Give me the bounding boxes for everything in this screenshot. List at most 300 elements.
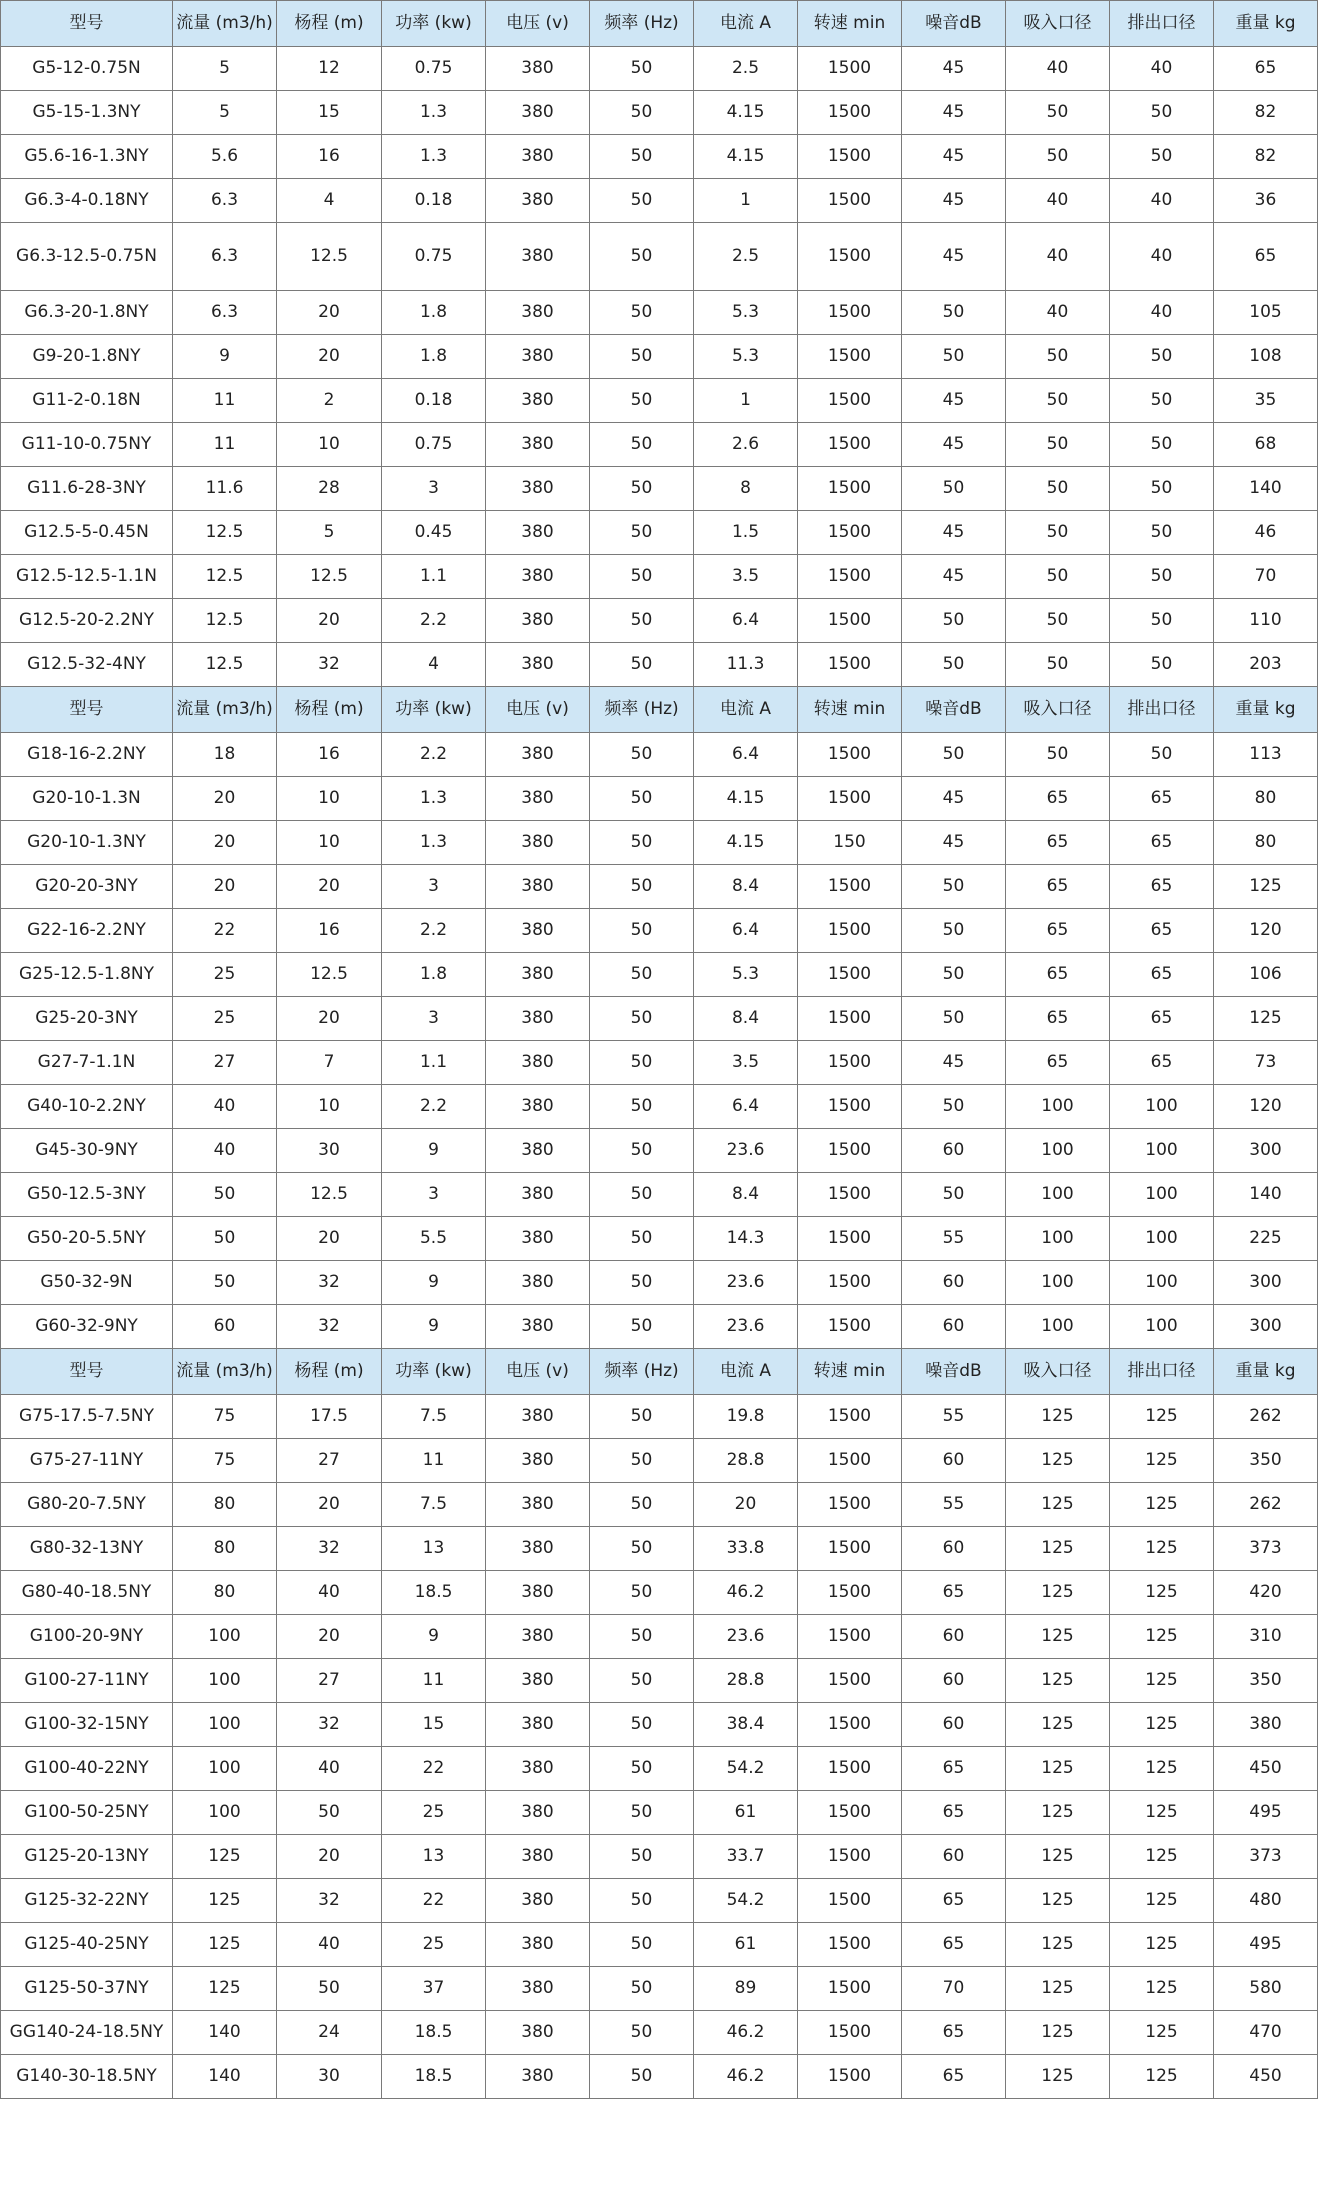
cell-flow: 60 (173, 1305, 277, 1349)
cell-weight: 203 (1214, 643, 1318, 687)
table-row (1, 1835, 1318, 1879)
cell-power: 13 (382, 1835, 486, 1879)
cell-power: 22 (382, 1747, 486, 1791)
header-cell-power: 功率 (kw) (382, 1349, 486, 1395)
cell-weight: 70 (1214, 555, 1318, 599)
cell-noise: 60 (902, 1527, 1006, 1571)
cell-weight: 68 (1214, 423, 1318, 467)
cell-model: G20-20-3NY (1, 865, 173, 909)
cell-current: 23.6 (694, 1129, 798, 1173)
cell-current: 8.4 (694, 865, 798, 909)
cell-flow: 11 (173, 379, 277, 423)
cell-weight: 120 (1214, 1085, 1318, 1129)
cell-noise: 50 (902, 1085, 1006, 1129)
cell-frequency: 50 (590, 1659, 694, 1703)
cell-frequency: 50 (590, 1967, 694, 2011)
cell-power: 15 (382, 1703, 486, 1747)
cell-model: G18-16-2.2NY (1, 733, 173, 777)
cell-model: G50-20-5.5NY (1, 1217, 173, 1261)
cell-power: 5.5 (382, 1217, 486, 1261)
cell-outlet-diameter: 50 (1110, 335, 1214, 379)
header-cell-voltage: 电压 (v) (486, 1349, 590, 1395)
cell-frequency: 50 (590, 1615, 694, 1659)
cell-head: 10 (277, 777, 382, 821)
cell-head: 32 (277, 643, 382, 687)
table-row (1, 865, 1318, 909)
cell-flow: 80 (173, 1527, 277, 1571)
header-cell-weight: 重量 kg (1214, 1, 1318, 47)
cell-model: G125-32-22NY (1, 1879, 173, 1923)
cell-head: 32 (277, 1305, 382, 1349)
cell-voltage: 380 (486, 997, 590, 1041)
cell-head: 12.5 (277, 1173, 382, 1217)
cell-inlet-diameter: 40 (1006, 223, 1110, 291)
cell-outlet-diameter: 65 (1110, 865, 1214, 909)
table-row (1, 467, 1318, 511)
cell-outlet-diameter: 125 (1110, 1879, 1214, 1923)
table-row (1, 733, 1318, 777)
header-cell-inlet-diameter: 吸入口径 (1006, 1, 1110, 47)
cell-voltage: 380 (486, 511, 590, 555)
cell-voltage: 380 (486, 1305, 590, 1349)
cell-head: 28 (277, 467, 382, 511)
cell-flow: 6.3 (173, 179, 277, 223)
cell-model: G11.6-28-3NY (1, 467, 173, 511)
cell-voltage: 380 (486, 1703, 590, 1747)
cell-power: 9 (382, 1261, 486, 1305)
cell-noise: 45 (902, 379, 1006, 423)
cell-outlet-diameter: 100 (1110, 1217, 1214, 1261)
table-row (1, 643, 1318, 687)
table-row (1, 953, 1318, 997)
cell-noise: 50 (902, 467, 1006, 511)
cell-weight: 380 (1214, 1703, 1318, 1747)
cell-current: 46.2 (694, 2011, 798, 2055)
cell-frequency: 50 (590, 223, 694, 291)
cell-head: 20 (277, 291, 382, 335)
cell-frequency: 50 (590, 1395, 694, 1439)
cell-outlet-diameter: 65 (1110, 821, 1214, 865)
cell-power: 2.2 (382, 909, 486, 953)
cell-frequency: 50 (590, 1923, 694, 1967)
cell-weight: 35 (1214, 379, 1318, 423)
cell-power: 1.1 (382, 555, 486, 599)
cell-noise: 60 (902, 1439, 1006, 1483)
spec-table-body (1, 1, 1318, 2099)
cell-inlet-diameter: 50 (1006, 135, 1110, 179)
cell-speed: 1500 (798, 953, 902, 997)
cell-outlet-diameter: 65 (1110, 953, 1214, 997)
cell-outlet-diameter: 125 (1110, 1571, 1214, 1615)
cell-flow: 40 (173, 1129, 277, 1173)
cell-flow: 12.5 (173, 643, 277, 687)
cell-inlet-diameter: 50 (1006, 511, 1110, 555)
cell-current: 4.15 (694, 135, 798, 179)
cell-head: 50 (277, 1967, 382, 2011)
cell-inlet-diameter: 40 (1006, 47, 1110, 91)
cell-outlet-diameter: 125 (1110, 1615, 1214, 1659)
cell-inlet-diameter: 125 (1006, 1483, 1110, 1527)
cell-head: 7 (277, 1041, 382, 1085)
cell-voltage: 380 (486, 643, 590, 687)
cell-voltage: 380 (486, 821, 590, 865)
cell-speed: 1500 (798, 1527, 902, 1571)
cell-weight: 80 (1214, 777, 1318, 821)
cell-noise: 65 (902, 1879, 1006, 1923)
cell-model: G125-50-37NY (1, 1967, 173, 2011)
cell-noise: 50 (902, 291, 1006, 335)
table-row (1, 909, 1318, 953)
cell-voltage: 380 (486, 1879, 590, 1923)
cell-flow: 5.6 (173, 135, 277, 179)
cell-head: 20 (277, 1615, 382, 1659)
cell-speed: 1500 (798, 379, 902, 423)
cell-outlet-diameter: 125 (1110, 2011, 1214, 2055)
cell-frequency: 50 (590, 1439, 694, 1483)
cell-current: 23.6 (694, 1615, 798, 1659)
cell-speed: 1500 (798, 291, 902, 335)
cell-noise: 60 (902, 1305, 1006, 1349)
cell-frequency: 50 (590, 821, 694, 865)
cell-flow: 140 (173, 2055, 277, 2099)
cell-noise: 65 (902, 2011, 1006, 2055)
header-cell-noise: 噪音dB (902, 687, 1006, 733)
cell-noise: 45 (902, 135, 1006, 179)
cell-head: 30 (277, 1129, 382, 1173)
cell-noise: 65 (902, 1571, 1006, 1615)
table-row (1, 1615, 1318, 1659)
cell-voltage: 380 (486, 1483, 590, 1527)
cell-outlet-diameter: 100 (1110, 1305, 1214, 1349)
cell-power: 0.18 (382, 179, 486, 223)
cell-current: 38.4 (694, 1703, 798, 1747)
cell-current: 3.5 (694, 555, 798, 599)
cell-speed: 1500 (798, 1923, 902, 1967)
cell-current: 33.7 (694, 1835, 798, 1879)
cell-inlet-diameter: 125 (1006, 1615, 1110, 1659)
cell-current: 2.6 (694, 423, 798, 467)
cell-voltage: 380 (486, 47, 590, 91)
table-row (1, 291, 1318, 335)
cell-head: 20 (277, 997, 382, 1041)
cell-power: 1.8 (382, 335, 486, 379)
cell-weight: 480 (1214, 1879, 1318, 1923)
cell-speed: 1500 (798, 91, 902, 135)
cell-model: G12.5-12.5-1.1N (1, 555, 173, 599)
cell-current: 6.4 (694, 1085, 798, 1129)
cell-speed: 1500 (798, 1747, 902, 1791)
cell-noise: 50 (902, 599, 1006, 643)
cell-current: 28.8 (694, 1439, 798, 1483)
cell-noise: 60 (902, 1659, 1006, 1703)
cell-inlet-diameter: 125 (1006, 1571, 1110, 1615)
cell-inlet-diameter: 125 (1006, 1439, 1110, 1483)
cell-voltage: 380 (486, 555, 590, 599)
cell-speed: 1500 (798, 1879, 902, 1923)
header-cell-outlet-diameter: 排出口径 (1110, 1349, 1214, 1395)
table-row (1, 47, 1318, 91)
table-row (1, 599, 1318, 643)
cell-voltage: 380 (486, 1835, 590, 1879)
cell-head: 20 (277, 1217, 382, 1261)
cell-head: 4 (277, 179, 382, 223)
cell-model: G6.3-12.5-0.75N (1, 223, 173, 291)
cell-noise: 60 (902, 1835, 1006, 1879)
cell-inlet-diameter: 100 (1006, 1173, 1110, 1217)
cell-noise: 55 (902, 1217, 1006, 1261)
cell-frequency: 50 (590, 1527, 694, 1571)
cell-frequency: 50 (590, 179, 694, 223)
cell-noise: 55 (902, 1395, 1006, 1439)
cell-noise: 50 (902, 1173, 1006, 1217)
cell-model: G20-10-1.3N (1, 777, 173, 821)
cell-model: G50-32-9N (1, 1261, 173, 1305)
cell-model: G140-30-18.5NY (1, 2055, 173, 2099)
cell-current: 6.4 (694, 909, 798, 953)
cell-outlet-diameter: 65 (1110, 997, 1214, 1041)
cell-model: G12.5-5-0.45N (1, 511, 173, 555)
cell-flow: 125 (173, 1835, 277, 1879)
cell-speed: 150 (798, 821, 902, 865)
cell-model: G50-12.5-3NY (1, 1173, 173, 1217)
cell-model: G125-40-25NY (1, 1923, 173, 1967)
cell-frequency: 50 (590, 733, 694, 777)
cell-model: G27-7-1.1N (1, 1041, 173, 1085)
cell-inlet-diameter: 50 (1006, 467, 1110, 511)
cell-inlet-diameter: 125 (1006, 1791, 1110, 1835)
cell-outlet-diameter: 50 (1110, 91, 1214, 135)
cell-current: 1 (694, 179, 798, 223)
cell-power: 18.5 (382, 2011, 486, 2055)
header-cell-outlet-diameter: 排出口径 (1110, 687, 1214, 733)
cell-frequency: 50 (590, 865, 694, 909)
cell-voltage: 380 (486, 1571, 590, 1615)
cell-head: 24 (277, 2011, 382, 2055)
cell-head: 12 (277, 47, 382, 91)
cell-flow: 75 (173, 1439, 277, 1483)
cell-noise: 45 (902, 91, 1006, 135)
cell-model: G12.5-20-2.2NY (1, 599, 173, 643)
cell-weight: 262 (1214, 1483, 1318, 1527)
cell-power: 0.75 (382, 223, 486, 291)
cell-current: 54.2 (694, 1879, 798, 1923)
cell-speed: 1500 (798, 599, 902, 643)
cell-head: 32 (277, 1703, 382, 1747)
cell-voltage: 380 (486, 1041, 590, 1085)
cell-model: G20-10-1.3NY (1, 821, 173, 865)
header-cell-noise: 噪音dB (902, 1349, 1006, 1395)
cell-head: 27 (277, 1659, 382, 1703)
table-row (1, 1439, 1318, 1483)
cell-weight: 113 (1214, 733, 1318, 777)
cell-frequency: 50 (590, 1791, 694, 1835)
cell-flow: 100 (173, 1703, 277, 1747)
cell-inlet-diameter: 50 (1006, 379, 1110, 423)
cell-head: 12.5 (277, 223, 382, 291)
cell-model: G5.6-16-1.3NY (1, 135, 173, 179)
cell-flow: 22 (173, 909, 277, 953)
cell-inlet-diameter: 65 (1006, 821, 1110, 865)
cell-power: 2.2 (382, 1085, 486, 1129)
cell-power: 1.8 (382, 953, 486, 997)
cell-head: 12.5 (277, 953, 382, 997)
header-cell-head: 杨程 (m) (277, 1349, 382, 1395)
header-cell-flow: 流量 (m3/h) (173, 1349, 277, 1395)
cell-power: 11 (382, 1659, 486, 1703)
cell-current: 8.4 (694, 997, 798, 1041)
table-row (1, 1571, 1318, 1615)
table-row (1, 511, 1318, 555)
cell-inlet-diameter: 125 (1006, 1923, 1110, 1967)
cell-outlet-diameter: 40 (1110, 47, 1214, 91)
cell-speed: 1500 (798, 1615, 902, 1659)
cell-power: 11 (382, 1439, 486, 1483)
cell-speed: 1500 (798, 135, 902, 179)
cell-current: 61 (694, 1923, 798, 1967)
cell-voltage: 380 (486, 599, 590, 643)
cell-frequency: 50 (590, 1041, 694, 1085)
cell-inlet-diameter: 125 (1006, 1659, 1110, 1703)
table-row (1, 1747, 1318, 1791)
cell-outlet-diameter: 50 (1110, 599, 1214, 643)
cell-frequency: 50 (590, 1217, 694, 1261)
cell-current: 33.8 (694, 1527, 798, 1571)
cell-outlet-diameter: 125 (1110, 1791, 1214, 1835)
cell-current: 19.8 (694, 1395, 798, 1439)
cell-speed: 1500 (798, 179, 902, 223)
cell-outlet-diameter: 40 (1110, 291, 1214, 335)
cell-outlet-diameter: 125 (1110, 1703, 1214, 1747)
cell-frequency: 50 (590, 1835, 694, 1879)
cell-power: 0.75 (382, 47, 486, 91)
cell-frequency: 50 (590, 1747, 694, 1791)
cell-noise: 45 (902, 555, 1006, 599)
cell-power: 9 (382, 1129, 486, 1173)
header-cell-speed: 转速 min (798, 687, 902, 733)
cell-head: 5 (277, 511, 382, 555)
cell-frequency: 50 (590, 953, 694, 997)
cell-noise: 50 (902, 997, 1006, 1041)
cell-voltage: 380 (486, 1217, 590, 1261)
cell-noise: 65 (902, 2055, 1006, 2099)
cell-flow: 125 (173, 1923, 277, 1967)
cell-outlet-diameter: 50 (1110, 379, 1214, 423)
cell-current: 6.4 (694, 733, 798, 777)
cell-weight: 580 (1214, 1967, 1318, 2011)
cell-flow: 80 (173, 1571, 277, 1615)
cell-model: G6.3-4-0.18NY (1, 179, 173, 223)
cell-weight: 73 (1214, 1041, 1318, 1085)
cell-power: 3 (382, 865, 486, 909)
cell-voltage: 380 (486, 1173, 590, 1217)
cell-voltage: 380 (486, 1261, 590, 1305)
cell-frequency: 50 (590, 643, 694, 687)
table-row (1, 1879, 1318, 1923)
cell-current: 14.3 (694, 1217, 798, 1261)
cell-head: 16 (277, 135, 382, 179)
cell-current: 2.5 (694, 47, 798, 91)
cell-flow: 6.3 (173, 291, 277, 335)
cell-current: 23.6 (694, 1305, 798, 1349)
cell-outlet-diameter: 100 (1110, 1085, 1214, 1129)
cell-inlet-diameter: 50 (1006, 599, 1110, 643)
cell-current: 4.15 (694, 821, 798, 865)
cell-power: 2.2 (382, 733, 486, 777)
cell-head: 17.5 (277, 1395, 382, 1439)
cell-model: G60-32-9NY (1, 1305, 173, 1349)
header-cell-speed: 转速 min (798, 1, 902, 47)
cell-speed: 1500 (798, 1041, 902, 1085)
cell-voltage: 380 (486, 223, 590, 291)
cell-current: 20 (694, 1483, 798, 1527)
cell-model: G5-12-0.75N (1, 47, 173, 91)
cell-voltage: 380 (486, 467, 590, 511)
cell-inlet-diameter: 125 (1006, 1879, 1110, 1923)
cell-weight: 140 (1214, 467, 1318, 511)
cell-frequency: 50 (590, 423, 694, 467)
cell-inlet-diameter: 65 (1006, 997, 1110, 1041)
cell-speed: 1500 (798, 1129, 902, 1173)
table-row (1, 1967, 1318, 2011)
header-row (1, 1349, 1318, 1395)
cell-outlet-diameter: 50 (1110, 733, 1214, 777)
cell-head: 20 (277, 865, 382, 909)
cell-inlet-diameter: 125 (1006, 1395, 1110, 1439)
cell-head: 32 (277, 1261, 382, 1305)
cell-weight: 300 (1214, 1261, 1318, 1305)
cell-speed: 1500 (798, 1967, 902, 2011)
cell-outlet-diameter: 50 (1110, 643, 1214, 687)
cell-frequency: 50 (590, 1879, 694, 1923)
cell-flow: 50 (173, 1173, 277, 1217)
cell-noise: 45 (902, 777, 1006, 821)
cell-voltage: 380 (486, 291, 590, 335)
cell-power: 9 (382, 1305, 486, 1349)
cell-flow: 20 (173, 777, 277, 821)
cell-model: G125-20-13NY (1, 1835, 173, 1879)
cell-head: 30 (277, 2055, 382, 2099)
cell-noise: 45 (902, 223, 1006, 291)
cell-inlet-diameter: 100 (1006, 1085, 1110, 1129)
cell-flow: 6.3 (173, 223, 277, 291)
cell-weight: 140 (1214, 1173, 1318, 1217)
cell-head: 27 (277, 1439, 382, 1483)
cell-inlet-diameter: 50 (1006, 335, 1110, 379)
cell-noise: 45 (902, 47, 1006, 91)
cell-model: G22-16-2.2NY (1, 909, 173, 953)
cell-weight: 470 (1214, 2011, 1318, 2055)
cell-frequency: 50 (590, 291, 694, 335)
cell-voltage: 380 (486, 2055, 590, 2099)
cell-head: 16 (277, 733, 382, 777)
cell-inlet-diameter: 125 (1006, 1967, 1110, 2011)
cell-head: 2 (277, 379, 382, 423)
cell-current: 4.15 (694, 777, 798, 821)
cell-power: 4 (382, 643, 486, 687)
cell-current: 11.3 (694, 643, 798, 687)
cell-noise: 45 (902, 1041, 1006, 1085)
cell-inlet-diameter: 100 (1006, 1261, 1110, 1305)
cell-frequency: 50 (590, 1173, 694, 1217)
cell-flow: 125 (173, 1879, 277, 1923)
cell-speed: 1500 (798, 643, 902, 687)
cell-noise: 55 (902, 1483, 1006, 1527)
cell-head: 12.5 (277, 555, 382, 599)
cell-flow: 18 (173, 733, 277, 777)
cell-power: 1.3 (382, 777, 486, 821)
cell-speed: 1500 (798, 1703, 902, 1747)
cell-inlet-diameter: 125 (1006, 1703, 1110, 1747)
